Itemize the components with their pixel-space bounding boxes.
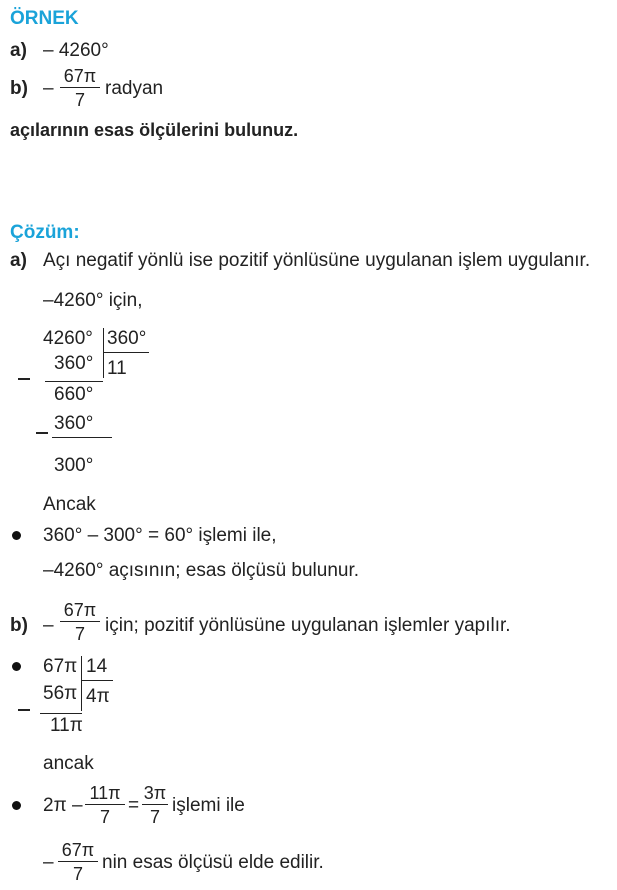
final-text: nin esas ölçüsü elde edilir. [102, 852, 324, 873]
div1-minus-sign-2 [36, 432, 48, 434]
example-b-fraction [60, 66, 100, 110]
bullet-3 [12, 801, 21, 810]
final-minus: – [43, 852, 54, 873]
solution-title: Çözüm: [10, 222, 80, 243]
fraction-numerator: 67π [63, 66, 97, 86]
example-a-value: – 4260° [43, 40, 109, 61]
solution-b-fraction [60, 600, 100, 644]
fraction-numerator: 67π [63, 600, 97, 620]
calc-2-equals: = [128, 795, 140, 816]
calc-2-left: 2π – [43, 795, 83, 816]
fraction-numerator: 11π [89, 783, 121, 803]
div2-dividend: 67π [43, 656, 78, 677]
fraction-denominator: 7 [72, 864, 83, 885]
example-b-unit: radyan [105, 78, 164, 99]
div1-dividend: 4260° [43, 328, 93, 349]
div1-sub1: 360° [54, 353, 94, 374]
div1-quotient: 11 [107, 358, 127, 379]
solution-a-for: –4260° için, [43, 290, 143, 311]
bullet-2 [12, 662, 21, 671]
div1-vertical-line [103, 328, 104, 378]
fraction-bar [85, 804, 125, 805]
fraction-bar [58, 861, 98, 862]
example-b-minus: – [43, 78, 54, 99]
div2-quotient: 4π [86, 686, 110, 707]
div1-line-2 [52, 437, 112, 438]
div2-sub: 56π [43, 683, 78, 704]
fraction-denominator: 7 [99, 807, 110, 828]
div2-divisor-line [81, 680, 113, 681]
fraction-denominator: 7 [149, 807, 160, 828]
final-fraction [58, 840, 98, 884]
fraction-bar [142, 804, 168, 805]
div1-divisor: 360° [107, 328, 147, 349]
div2-vertical-line [81, 656, 82, 711]
solution-b-minus: – [43, 615, 54, 636]
solution-a-label: a) [10, 250, 27, 271]
example-title: ÖRNEK [10, 8, 79, 29]
example-b-label: b) [10, 78, 28, 99]
div1-rem2: 300° [54, 455, 94, 476]
div2-line [40, 713, 82, 714]
fraction-denominator: 7 [74, 90, 85, 111]
fraction-numerator: 3π [143, 783, 167, 803]
div2-rem: 11π [50, 715, 83, 736]
result-a: –4260° açısının; esas ölçüsü bulunur. [43, 560, 360, 581]
solution-a-text: Açı negatif yönlü ise pozitif yönlüsüne uygulanan işlem uygulanır. [43, 250, 591, 271]
calc-2-text: işlemi ile [172, 795, 245, 816]
div1-divisor-line [103, 352, 149, 353]
div1-sub2: 360° [54, 413, 94, 434]
fraction-bar [60, 87, 100, 88]
solution-b-text: için; pozitif yönlüsüne uygulanan işlemler yapılır. [105, 615, 511, 636]
fraction-bar [60, 621, 100, 622]
example-question: açılarının esas ölçülerini bulunuz. [10, 120, 299, 140]
div1-rem1: 660° [54, 384, 94, 405]
div2-minus-sign [18, 709, 30, 711]
div1-line-1 [45, 381, 103, 382]
ancak-2: ancak [43, 753, 94, 774]
solution-b-label: b) [10, 615, 28, 636]
fraction-denominator: 7 [74, 624, 85, 645]
calc-2-fraction-1 [85, 783, 125, 827]
fraction-numerator: 67π [61, 840, 95, 860]
ancak-1: Ancak [43, 494, 96, 515]
div2-divisor: 14 [86, 656, 108, 677]
calc-1: 360° – 300° = 60° işlemi ile, [43, 525, 277, 546]
div1-minus-sign-1 [18, 378, 30, 380]
calc-2-fraction-2 [142, 783, 168, 827]
bullet-1 [12, 531, 21, 540]
example-a-label: a) [10, 40, 27, 61]
